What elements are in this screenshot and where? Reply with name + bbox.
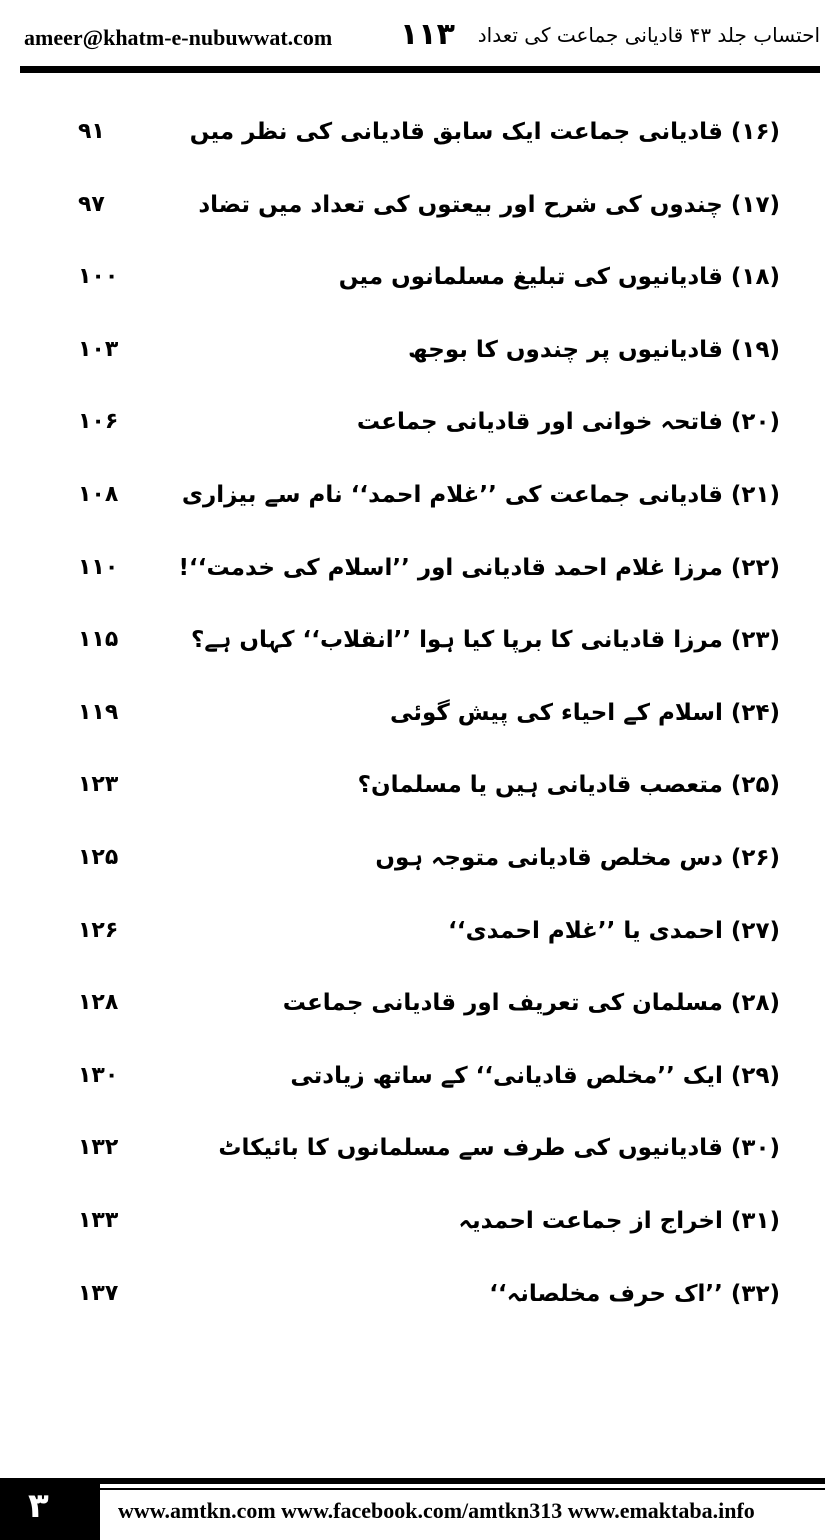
table-of-contents bbox=[40, 106, 800, 1340]
toc-entry-page: ۹۷ bbox=[78, 191, 105, 217]
footer-page-number: ۳ bbox=[0, 1478, 100, 1540]
toc-entry-title: (۱۷) چندوں کی شرح اور بیعتوں کی تعداد میں تضاد bbox=[198, 191, 780, 218]
toc-entry-title: (۲۴) اسلام کے احیاء کی پیش گوئی bbox=[390, 699, 780, 726]
toc-entry-page: ۱۲۵ bbox=[78, 844, 119, 870]
toc-entry-title: (۳۰) قادیانیوں کی طرف سے مسلمانوں کا بائیکاٹ bbox=[218, 1135, 780, 1162]
toc-entry-title: (۲۷) احمدی یا ’’غلام احمدی‘‘ bbox=[448, 917, 780, 944]
toc-entry-page: ۱۳۲ bbox=[78, 1135, 119, 1161]
toc-entry bbox=[40, 614, 800, 687]
toc-entry-page: ۱۳۳ bbox=[78, 1207, 119, 1233]
toc-entry bbox=[40, 469, 800, 542]
toc-entry-title: (۲۹) ایک ’’مخلص قادیانی‘‘ کے ساتھ زیادتی bbox=[290, 1062, 780, 1089]
toc-entry bbox=[40, 977, 800, 1050]
toc-entry bbox=[40, 179, 800, 252]
page-header bbox=[0, 0, 840, 80]
footer-rule-thin bbox=[100, 1488, 825, 1490]
toc-entry-page: ۹۱ bbox=[78, 119, 105, 144]
toc-entry-page: ۱۲۳ bbox=[78, 772, 119, 798]
toc-entry-page: ۱۲۸ bbox=[78, 990, 119, 1016]
toc-entry-title: (۲۶) دس مخلص قادیانی متوجہ ہوں bbox=[375, 844, 780, 871]
toc-entry bbox=[40, 1268, 800, 1341]
toc-entry bbox=[40, 759, 800, 832]
toc-entry bbox=[40, 542, 800, 615]
toc-entry-title: (۲۳) مرزا قادیانی کا برپا کیا ہوا ’’انقلاب‘‘ کہاں ہے؟ bbox=[191, 627, 780, 654]
toc-entry-title: (۲۲) مرزا غلام احمد قادیانی اور ’’اسلام کی خدمت‘‘! bbox=[178, 554, 780, 581]
toc-entry-page: ۱۰۳ bbox=[78, 336, 119, 362]
toc-entry-title: (۱۶) قادیانی جماعت ایک سابق قادیانی کی نظر میں bbox=[189, 119, 780, 145]
header-running-title: احتساب جلد ۴۳ قادیانی جماعت کی تعداد bbox=[477, 23, 820, 47]
header-page-number: ۱۱۳ bbox=[400, 17, 455, 52]
toc-entry bbox=[40, 832, 800, 905]
toc-entry bbox=[40, 396, 800, 469]
toc-entry-page: ۱۱۹ bbox=[78, 699, 119, 725]
toc-entry-page: ۱۳۰ bbox=[78, 1062, 119, 1088]
toc-entry-title: (۲۱) قادیانی جماعت کی ’’غلام احمد‘‘ نام سے بیزاری bbox=[181, 481, 780, 508]
toc-entry bbox=[40, 251, 800, 324]
toc-entry-title: (۲۵) متعصب قادیانی ہیں یا مسلمان؟ bbox=[357, 772, 780, 799]
toc-entry bbox=[40, 324, 800, 397]
toc-entry bbox=[40, 1050, 800, 1123]
toc-entry-page: ۱۳۷ bbox=[78, 1280, 119, 1306]
footer-rule bbox=[100, 1478, 825, 1484]
toc-entry-page: ۱۰۶ bbox=[78, 409, 119, 435]
toc-entry-page: ۱۲۶ bbox=[78, 917, 119, 943]
toc-entry-title: (۱۹) قادیانیوں پر چندوں کا بوجھ bbox=[408, 336, 780, 363]
header-rule bbox=[20, 66, 820, 73]
toc-entry bbox=[40, 687, 800, 760]
toc-entry bbox=[40, 905, 800, 978]
toc-entry-title: (۲۸) مسلمان کی تعریف اور قادیانی جماعت bbox=[282, 990, 780, 1017]
toc-entry bbox=[40, 1195, 800, 1268]
footer-links: www.amtkn.com www.facebook.com/amtkn313 www.emaktaba.info bbox=[118, 1498, 755, 1523]
toc-entry-page: ۱۰۰ bbox=[78, 264, 119, 290]
toc-entry-title: (۱۸) قادیانیوں کی تبلیغ مسلمانوں میں bbox=[338, 264, 780, 291]
toc-entry-page: ۱۱۰ bbox=[78, 554, 119, 580]
toc-entry-title: (۳۱) اخراج از جماعت احمدیہ bbox=[458, 1207, 780, 1234]
header-email: ameer@khatm-e-nubuwwat.com bbox=[24, 25, 333, 50]
page-footer bbox=[0, 1478, 840, 1540]
toc-entry-page: ۱۱۵ bbox=[78, 627, 119, 653]
toc-entry-title: (۲۰) فاتحہ خوانی اور قادیانی جماعت bbox=[356, 409, 780, 436]
toc-entry-title: (۳۲) ’’اک حرف مخلصانہ‘‘ bbox=[489, 1280, 780, 1307]
toc-entry bbox=[40, 106, 800, 179]
toc-entry-page: ۱۰۸ bbox=[78, 481, 119, 507]
toc-entry bbox=[40, 1122, 800, 1195]
